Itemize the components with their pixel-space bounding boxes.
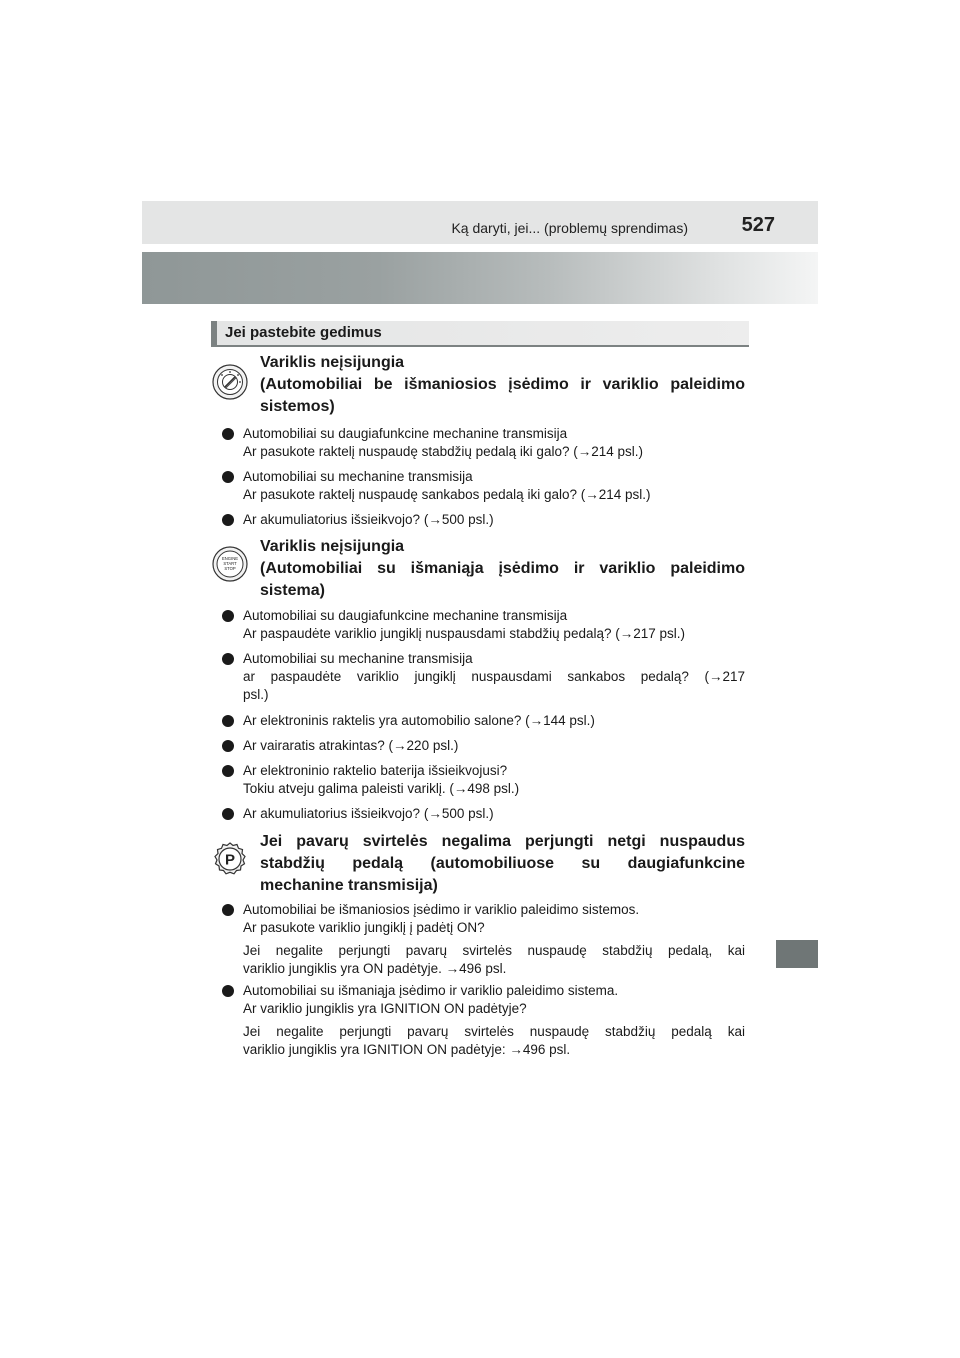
block-title-line: (Automobiliai be išmaniosios įsėdimo ir variklio paleidimo xyxy=(260,376,745,393)
item-line: variklio jungiklis yra IGNITION ON padėtyje: →496 psl. xyxy=(243,1042,571,1057)
icon-text: ENGINE xyxy=(221,556,239,561)
block-title-smart-key xyxy=(260,536,745,602)
list-item xyxy=(222,982,745,1059)
item-line: Automobiliai be išmaniosios įsėdimo ir variklio paleidimo sistemos. xyxy=(243,902,640,917)
park-gear-icon xyxy=(212,841,248,877)
item-line: Automobiliai su mechanine transmisija xyxy=(243,469,473,484)
item-line: psl.) xyxy=(243,687,269,702)
item-line: Jei negalite perjungti pavarų svirtelės nuspaudę stabdžių pedalą kai xyxy=(243,1024,745,1039)
block-title-line: mechanine transmisija) xyxy=(260,877,438,894)
bullet-icon xyxy=(222,471,234,483)
chapter-title: Ką daryti, jei... (problemų sprendimas) xyxy=(451,220,688,236)
item-line: Tokiu atveju galima paleisti variklį. (→498 psl.) xyxy=(243,781,520,796)
item-line: Automobiliai su daugiafunkcine mechanine transmisija xyxy=(243,608,568,623)
item-line: Ar akumuliatorius išsieikvojo? (→500 psl.) xyxy=(243,512,494,527)
item-line: Ar akumuliatorius išsieikvojo? (→500 psl.) xyxy=(243,806,494,821)
list-item xyxy=(222,712,745,730)
block-title-line: Jei pavarų svirtelės negalima perjungti netgi nuspaudus xyxy=(260,833,745,850)
ignition-key-icon xyxy=(212,364,248,400)
decorative-band xyxy=(142,252,818,304)
list-item xyxy=(222,762,745,798)
bullet-icon xyxy=(222,904,234,916)
bullet-icon xyxy=(222,740,234,752)
icon-text: P xyxy=(224,851,236,869)
bullet-icon xyxy=(222,653,234,665)
list-item xyxy=(222,737,745,755)
item-line: Ar vairaratis atrakintas? (→220 psl.) xyxy=(243,738,459,753)
bullet-icon xyxy=(222,428,234,440)
list-item xyxy=(222,650,745,704)
item-line: Ar pasukote raktelį nuspaudę sankabos pedalą iki galo? (→214 psl.) xyxy=(243,487,651,502)
section-heading-marker xyxy=(211,321,217,345)
icon-text: START xyxy=(223,561,237,566)
list-item xyxy=(222,425,745,461)
icon-text: STOP xyxy=(224,566,236,571)
list-item xyxy=(222,511,745,529)
item-line: Ar pasukote raktelį nuspaudę stabdžių pedalą iki galo? (→214 psl.) xyxy=(243,444,643,459)
item-line: Ar paspaudėte variklio jungiklį nuspausdami stabdžių pedalą? (→217 psl.) xyxy=(243,626,686,641)
block-title-line: Variklis neįsijungia xyxy=(260,354,405,371)
item-line: ar paspaudėte variklio jungiklį nuspausdami sankabos pedalą? (→217 xyxy=(243,669,745,684)
item-line: Automobiliai su mechanine transmisija xyxy=(243,651,473,666)
item-line: Automobiliai su daugiafunkcine mechanine transmisija xyxy=(243,426,568,441)
item-line: Ar elektroninis raktelis yra automobilio salone? (→144 psl.) xyxy=(243,713,595,728)
item-line: Ar pasukote variklio jungiklį į padėtį ON? xyxy=(243,920,485,935)
block-title-line: (Automobiliai su išmaniąja įsėdimo ir variklio paleidimo xyxy=(260,560,745,577)
bullet-icon xyxy=(222,808,234,820)
bullet-icon xyxy=(222,610,234,622)
item-line: Ar elektroninio raktelio baterija išsieikvojusi? xyxy=(243,763,508,778)
engine-start-stop-button-icon xyxy=(212,546,248,582)
section-thumb-tab xyxy=(776,940,818,968)
section-heading xyxy=(211,321,749,347)
block-title-line: Variklis neįsijungia xyxy=(260,538,405,555)
section-heading-label: Jei pastebite gedimus xyxy=(225,324,382,341)
block-title-line: sistema) xyxy=(260,582,325,599)
bullet-icon xyxy=(222,765,234,777)
item-line: Ar variklio jungiklis yra IGNITION ON padėtyje? xyxy=(243,1001,527,1016)
item-line: Automobiliai su išmaniąja įsėdimo ir variklio paleidimo sistema. xyxy=(243,983,619,998)
page-number: 527 xyxy=(741,214,775,236)
list-item xyxy=(222,805,745,823)
block-title-line: stabdžių pedalą (automobiliuose su daugiafunkcine xyxy=(260,855,745,872)
bullet-icon xyxy=(222,985,234,997)
list-item xyxy=(222,468,745,504)
block-title-shift-lever xyxy=(260,831,745,897)
bullet-icon xyxy=(222,715,234,727)
item-line: variklio jungiklis yra ON padėtyje. →496 psl. xyxy=(243,961,507,976)
block-title-line: sistemos) xyxy=(260,398,335,415)
item-line: Jei negalite perjungti pavarų svirtelės nuspaudę stabdžių pedalą, kai xyxy=(243,943,745,958)
block-title-no-smart-key xyxy=(260,352,745,418)
list-item xyxy=(222,901,745,978)
list-item xyxy=(222,607,745,643)
bullet-icon xyxy=(222,514,234,526)
